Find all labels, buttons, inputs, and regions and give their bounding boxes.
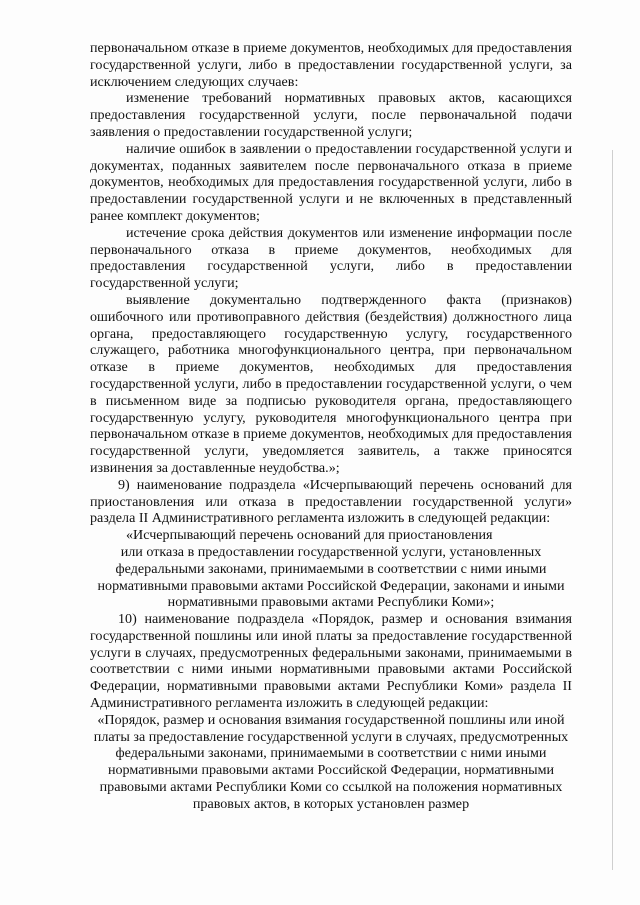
paragraph-item-9-title-start: «Исчерпывающий перечень оснований для приостановления <box>126 527 493 544</box>
paragraph-item-9-title-rest: или отказа в предоставлении государственной услуги, установленных федеральными законами, принимаемыми в соответствии с ними иными нормативными правовыми актами Российской Федерации, законами и иными нормативными правовыми актами Республики Коми»; <box>97 543 565 611</box>
paragraph-item-10: 10) наименование подраздела «Порядок, размер и основания взимания государственной пошлины или иной платы за предоставление государственной услуги в случаях, предусмотренных федеральными законами, принимаемыми в соответствии с ними иными нормативными правовыми актами Российской Федерации, нормативными правовыми актами Республики Коми» раздела II Административного регламента изложить в следующей редакции: <box>90 611 572 712</box>
scan-edge-line <box>612 150 613 870</box>
paragraph-continuation: первоначальном отказе в приеме документов, необходимых для предоставления государственной услуги, либо в предоставлении государственной услуги, за исключением следующих случаев: <box>90 40 572 90</box>
paragraph-unlawful-action: выявление документально подтвержденного факта (признаков) ошибочного или противоправного действия (бездействия) должностного лица органа, предоставляющего государственную услугу, государственного служащего, работника многофункционального центра, при первоначальном отказе в приеме документов, необходимых для предоставления государственной услуги, либо в предоставлении государственной услуги, о чем в письменном виде за подписью руководителя органа, предоставляющего государственную услугу, руководителя многофункционального центра при первоначальном отказе в приеме документов, необходимых для предоставления государственной услуги, уведомляется заявитель, а также приносятся извинения за доставленные неудобства.»; <box>90 291 572 476</box>
document-body <box>90 40 572 813</box>
paragraph-document-expiry: истечение срока действия документов или изменение информации после первоначального отказа в приеме документов, необходимых для предоставления государственной услуги, либо в предоставлении государственной услуги; <box>90 224 572 292</box>
paragraph-item-10-title: «Порядок, размер и основания взимания государственной пошлины или иной платы за предоставление государственной услуги в случаях, предусмотренных федеральными законами, принимаемыми в соответствии с ними иными нормативными правовыми актами Российской Федерации, нормативными правовыми актами Республики Коми со ссылкой на положения нормативных правовых актов, в которых установлен размер <box>93 711 569 812</box>
paragraph-requirements-change: изменение требований нормативных правовых актов, касающихся предоставления государственной услуги, после первоначальной подачи заявления о предоставлении государственной услуги; <box>90 90 572 140</box>
paragraph-errors-in-application: наличие ошибок в заявлении о предоставлении государственной услуги и документах, поданных заявителем после первоначального отказа в приеме документов, необходимых для предоставления государственной услуги, либо в предоставлении государственной услуги и не включенных в представленный ранее комплект документов; <box>90 140 572 224</box>
paragraph-item-9: 9) наименование подраздела «Исчерпывающий перечень оснований для приостановления или отказа в предоставлении государственной услуги» раздела II Административного регламента изложить в следующей редакции: <box>90 476 572 527</box>
